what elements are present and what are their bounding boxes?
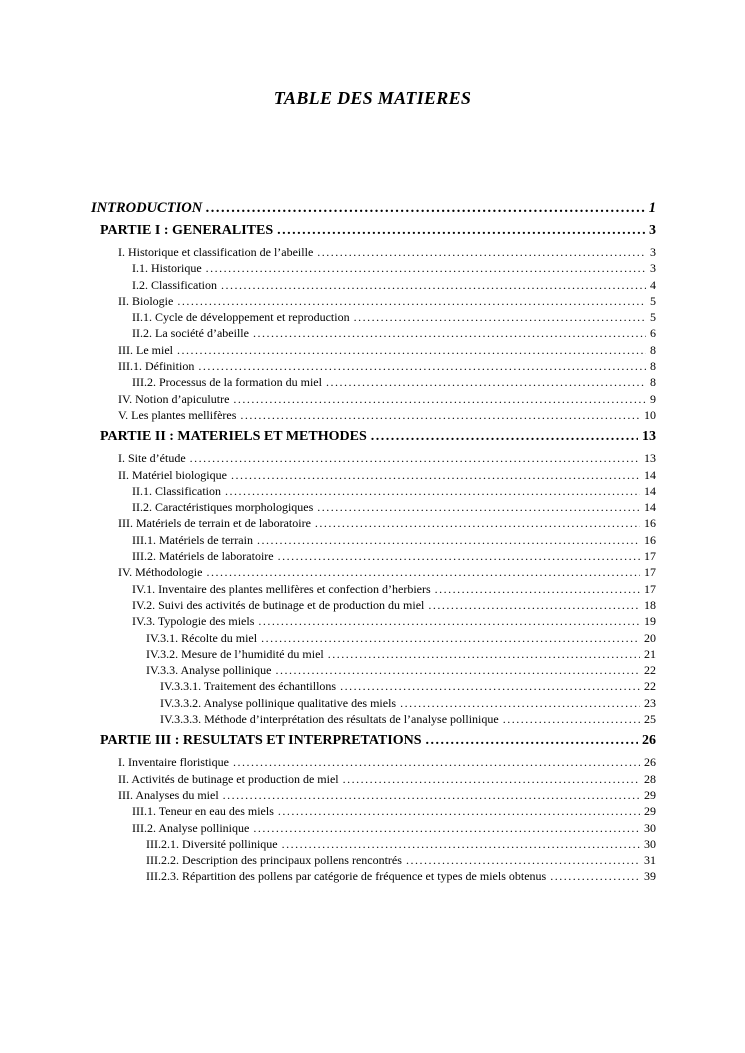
toc-entry-page: 25	[644, 712, 656, 727]
toc-entry-label: I.2. Classification	[132, 277, 217, 292]
toc-entry-page: 10	[644, 407, 656, 422]
toc-entry[interactable]	[91, 428, 656, 446]
toc-entry[interactable]	[91, 630, 656, 646]
toc-entry-page: 14	[644, 500, 656, 515]
toc-entry[interactable]	[91, 391, 656, 407]
toc-entry-page: 8	[650, 342, 656, 357]
toc-entry-label: II. Biologie	[118, 293, 174, 308]
dot-leader	[190, 450, 640, 466]
toc-entry-label: I.1. Historique	[132, 261, 202, 276]
toc-entry[interactable]	[91, 483, 656, 499]
dot-leader	[225, 483, 640, 499]
toc-entry-label: III.2. Matériels de laboratoire	[132, 549, 274, 564]
toc-entry[interactable]	[91, 325, 656, 341]
toc-entry-label: IV.2. Suivi des activités de butinage et de production du miel	[132, 597, 425, 612]
dot-leader	[223, 787, 640, 803]
dot-leader	[282, 836, 640, 852]
toc-entry-page: 9	[650, 391, 656, 406]
toc-entry[interactable]	[91, 309, 656, 325]
dot-leader	[177, 293, 646, 309]
toc-entry-page: 19	[644, 614, 656, 629]
dot-leader	[406, 852, 640, 868]
toc-entry[interactable]	[91, 803, 656, 819]
toc-entry-page: 31	[644, 853, 656, 868]
toc-entry[interactable]	[91, 646, 656, 662]
toc-entry-label: IV.3.3.2. Analyse pollinique qualitative des miels	[160, 695, 397, 710]
dot-leader	[257, 532, 640, 548]
dot-leader	[328, 646, 640, 662]
toc-entry[interactable]	[91, 358, 656, 374]
toc-entry[interactable]	[91, 732, 656, 750]
dot-leader	[177, 342, 646, 358]
toc-entry-label: III.1. Définition	[118, 359, 195, 374]
toc-entry[interactable]	[91, 244, 656, 260]
toc-entry[interactable]	[91, 581, 656, 597]
toc-entry-page: 22	[644, 679, 656, 694]
toc-entry-label: III. Analyses du miel	[118, 787, 219, 802]
toc-entry-label: V. Les plantes mellifères	[118, 407, 237, 422]
toc-entry-page: 3	[649, 223, 656, 238]
toc-entry[interactable]	[91, 711, 656, 727]
dot-leader	[317, 499, 640, 515]
toc-entry-label: IV.3. Typologie des miels	[132, 614, 255, 629]
toc-entry[interactable]	[91, 564, 656, 580]
toc-entry-label: IV.3.3.3. Méthode d’interprétation des résultats de l’analyse pollinique	[160, 712, 499, 727]
dot-leader	[221, 277, 646, 293]
dot-leader	[206, 260, 646, 276]
dot-leader	[240, 407, 640, 423]
toc-entry-page: 39	[644, 869, 656, 884]
toc-entry-label: III.2. Processus de la formation du miel	[132, 375, 322, 390]
toc-entry-label: PARTIE I : GENERALITES	[100, 223, 274, 238]
dot-leader	[253, 325, 646, 341]
toc-entry-label: II.2. La société d’abeille	[132, 326, 249, 341]
toc-entry-label: II.2. Caractéristiques morphologiques	[132, 500, 314, 515]
dot-leader	[343, 771, 640, 787]
toc-entry[interactable]	[91, 597, 656, 613]
toc-entry[interactable]	[91, 467, 656, 483]
toc-entry[interactable]	[91, 277, 656, 293]
toc-entry-page: 8	[650, 375, 656, 390]
toc-entry-page: 3	[650, 261, 656, 276]
toc-entry-page: 16	[644, 516, 656, 531]
toc-entry-page: 13	[642, 429, 656, 445]
toc-entry[interactable]	[91, 787, 656, 803]
toc-entry[interactable]	[91, 407, 656, 423]
toc-entry-page: 28	[644, 771, 656, 786]
toc-entry-label: III.2.1. Diversité pollinique	[146, 836, 278, 851]
toc-entry-page: 17	[644, 565, 656, 580]
toc-entry[interactable]	[91, 836, 656, 852]
dot-leader	[233, 391, 646, 407]
toc-entry-page: 21	[644, 646, 656, 661]
dot-leader	[400, 695, 640, 711]
toc-entry-page: 17	[644, 549, 656, 564]
toc-entry-page: 30	[644, 820, 656, 835]
toc-entry-page: 29	[644, 787, 656, 802]
toc-entry-page: 26	[642, 733, 656, 749]
toc-entry-page: 14	[644, 483, 656, 498]
toc-entry-label: IV. Notion d’apiculutre	[118, 391, 230, 406]
toc	[91, 199, 656, 885]
toc-entry-label: II. Activités de butinage et production de miel	[118, 771, 339, 786]
dot-leader	[206, 564, 640, 580]
toc-entry[interactable]	[91, 754, 656, 770]
page-title: TABLE DES MATIERES	[273, 88, 472, 108]
toc-entry-page: 20	[644, 630, 656, 645]
toc-entry-label: INTRODUCTION	[91, 200, 203, 216]
dot-leader	[277, 222, 645, 240]
toc-entry-page: 5	[650, 293, 656, 308]
toc-entry-label: IV. Méthodologie	[118, 565, 203, 580]
dot-leader	[425, 732, 638, 750]
toc-entry-page: 22	[644, 663, 656, 678]
toc-entry[interactable]	[91, 450, 656, 466]
toc-entry-page: 14	[644, 467, 656, 482]
toc-entry-label: IV.3.3. Analyse pollinique	[146, 663, 272, 678]
toc-entry[interactable]	[91, 515, 656, 531]
toc-entry-page: 3	[650, 245, 656, 259]
toc-entry-label: II. Matériel biologique	[118, 467, 227, 482]
toc-entry-page: 23	[644, 695, 656, 710]
toc-entry-label: I. Historique et classification de l’abeille	[118, 245, 314, 259]
toc-entry[interactable]	[91, 293, 656, 309]
toc-entry-page: 6	[650, 326, 656, 341]
toc-entry[interactable]	[91, 695, 656, 711]
toc-entry-label: PARTIE III : RESULTATS ET INTERPRETATIONS	[100, 733, 422, 749]
toc-entry-label: IV.3.2. Mesure de l’humidité du miel	[146, 646, 324, 661]
toc-entry-label: III.2.3. Répartition des pollens par catégorie de fréquence et types de miels obtenus	[146, 869, 547, 884]
toc-entry-page: 1	[648, 200, 656, 216]
dot-leader	[550, 868, 640, 884]
dot-leader	[428, 597, 640, 613]
dot-leader	[354, 309, 646, 325]
dot-leader	[317, 244, 646, 260]
toc-entry-page: 30	[644, 836, 656, 851]
dot-leader	[435, 581, 640, 597]
dot-leader	[258, 613, 640, 629]
toc-entry[interactable]	[91, 532, 656, 548]
toc-entry-label: III.2.2. Description des principaux pollens rencontrés	[146, 853, 402, 868]
toc-entry-label: IV.3.3.1. Traitement des échantillons	[160, 679, 337, 694]
dot-leader	[275, 662, 640, 678]
toc-entry-label: III.1. Teneur en eau des miels	[132, 804, 274, 819]
toc-entry-label: II.1. Classification	[132, 483, 221, 498]
toc-entry-page: 8	[650, 359, 656, 374]
toc-entry[interactable]	[91, 662, 656, 678]
toc-entry[interactable]	[91, 342, 656, 358]
toc-entry-label: I. Site d’étude	[118, 451, 186, 466]
dot-leader	[278, 548, 640, 564]
toc-entry-label: PARTIE II : MATERIELS ET METHODES	[100, 429, 367, 445]
toc-entry[interactable]	[91, 678, 656, 694]
dot-leader	[253, 820, 640, 836]
toc-entry[interactable]	[91, 199, 656, 217]
toc-entry-label: IV.1. Inventaire des plantes mellifères et confection d’herbiers	[132, 581, 431, 596]
toc-entry-page: 16	[644, 532, 656, 547]
toc-entry-page: 5	[650, 310, 656, 325]
toc-entry-page: 18	[644, 597, 656, 612]
toc-entry-label: III. Le miel	[118, 342, 173, 357]
dot-leader	[198, 358, 646, 374]
toc-entry-label: III.2. Analyse pollinique	[132, 820, 250, 835]
toc-entry[interactable]	[91, 548, 656, 564]
toc-entry[interactable]	[91, 852, 656, 868]
dot-leader	[326, 374, 646, 390]
dot-leader	[233, 754, 640, 770]
toc-entry-label: I. Inventaire floristique	[118, 755, 229, 770]
toc-entry-page: 17	[644, 581, 656, 596]
toc-entry-page: 29	[644, 804, 656, 819]
toc-entry[interactable]	[91, 260, 656, 276]
toc-entry[interactable]	[91, 499, 656, 515]
dot-leader	[371, 428, 638, 446]
dot-leader	[278, 803, 640, 819]
dot-leader	[503, 711, 640, 727]
dot-leader	[261, 630, 640, 646]
toc-entry-page: 26	[644, 755, 656, 770]
dot-leader	[315, 515, 640, 531]
dot-leader	[340, 678, 640, 694]
toc-entry-label: III.1. Matériels de terrain	[132, 532, 253, 547]
toc-entry[interactable]	[91, 820, 656, 836]
toc-entry-page: 4	[650, 277, 656, 292]
toc-entry-page: 13	[644, 451, 656, 466]
toc-entry[interactable]	[91, 771, 656, 787]
toc-entry[interactable]	[91, 868, 656, 884]
toc-entry-label: IV.3.1. Récolte du miel	[146, 630, 258, 645]
toc-entry-label: III. Matériels de terrain et de laboratoire	[118, 516, 311, 531]
dot-leader	[206, 199, 645, 217]
dot-leader	[231, 467, 640, 483]
toc-entry[interactable]	[91, 222, 656, 240]
toc-entry-label: II.1. Cycle de développement et reproduction	[132, 310, 350, 325]
toc-entry[interactable]	[91, 613, 656, 629]
toc-entry[interactable]	[91, 374, 656, 390]
